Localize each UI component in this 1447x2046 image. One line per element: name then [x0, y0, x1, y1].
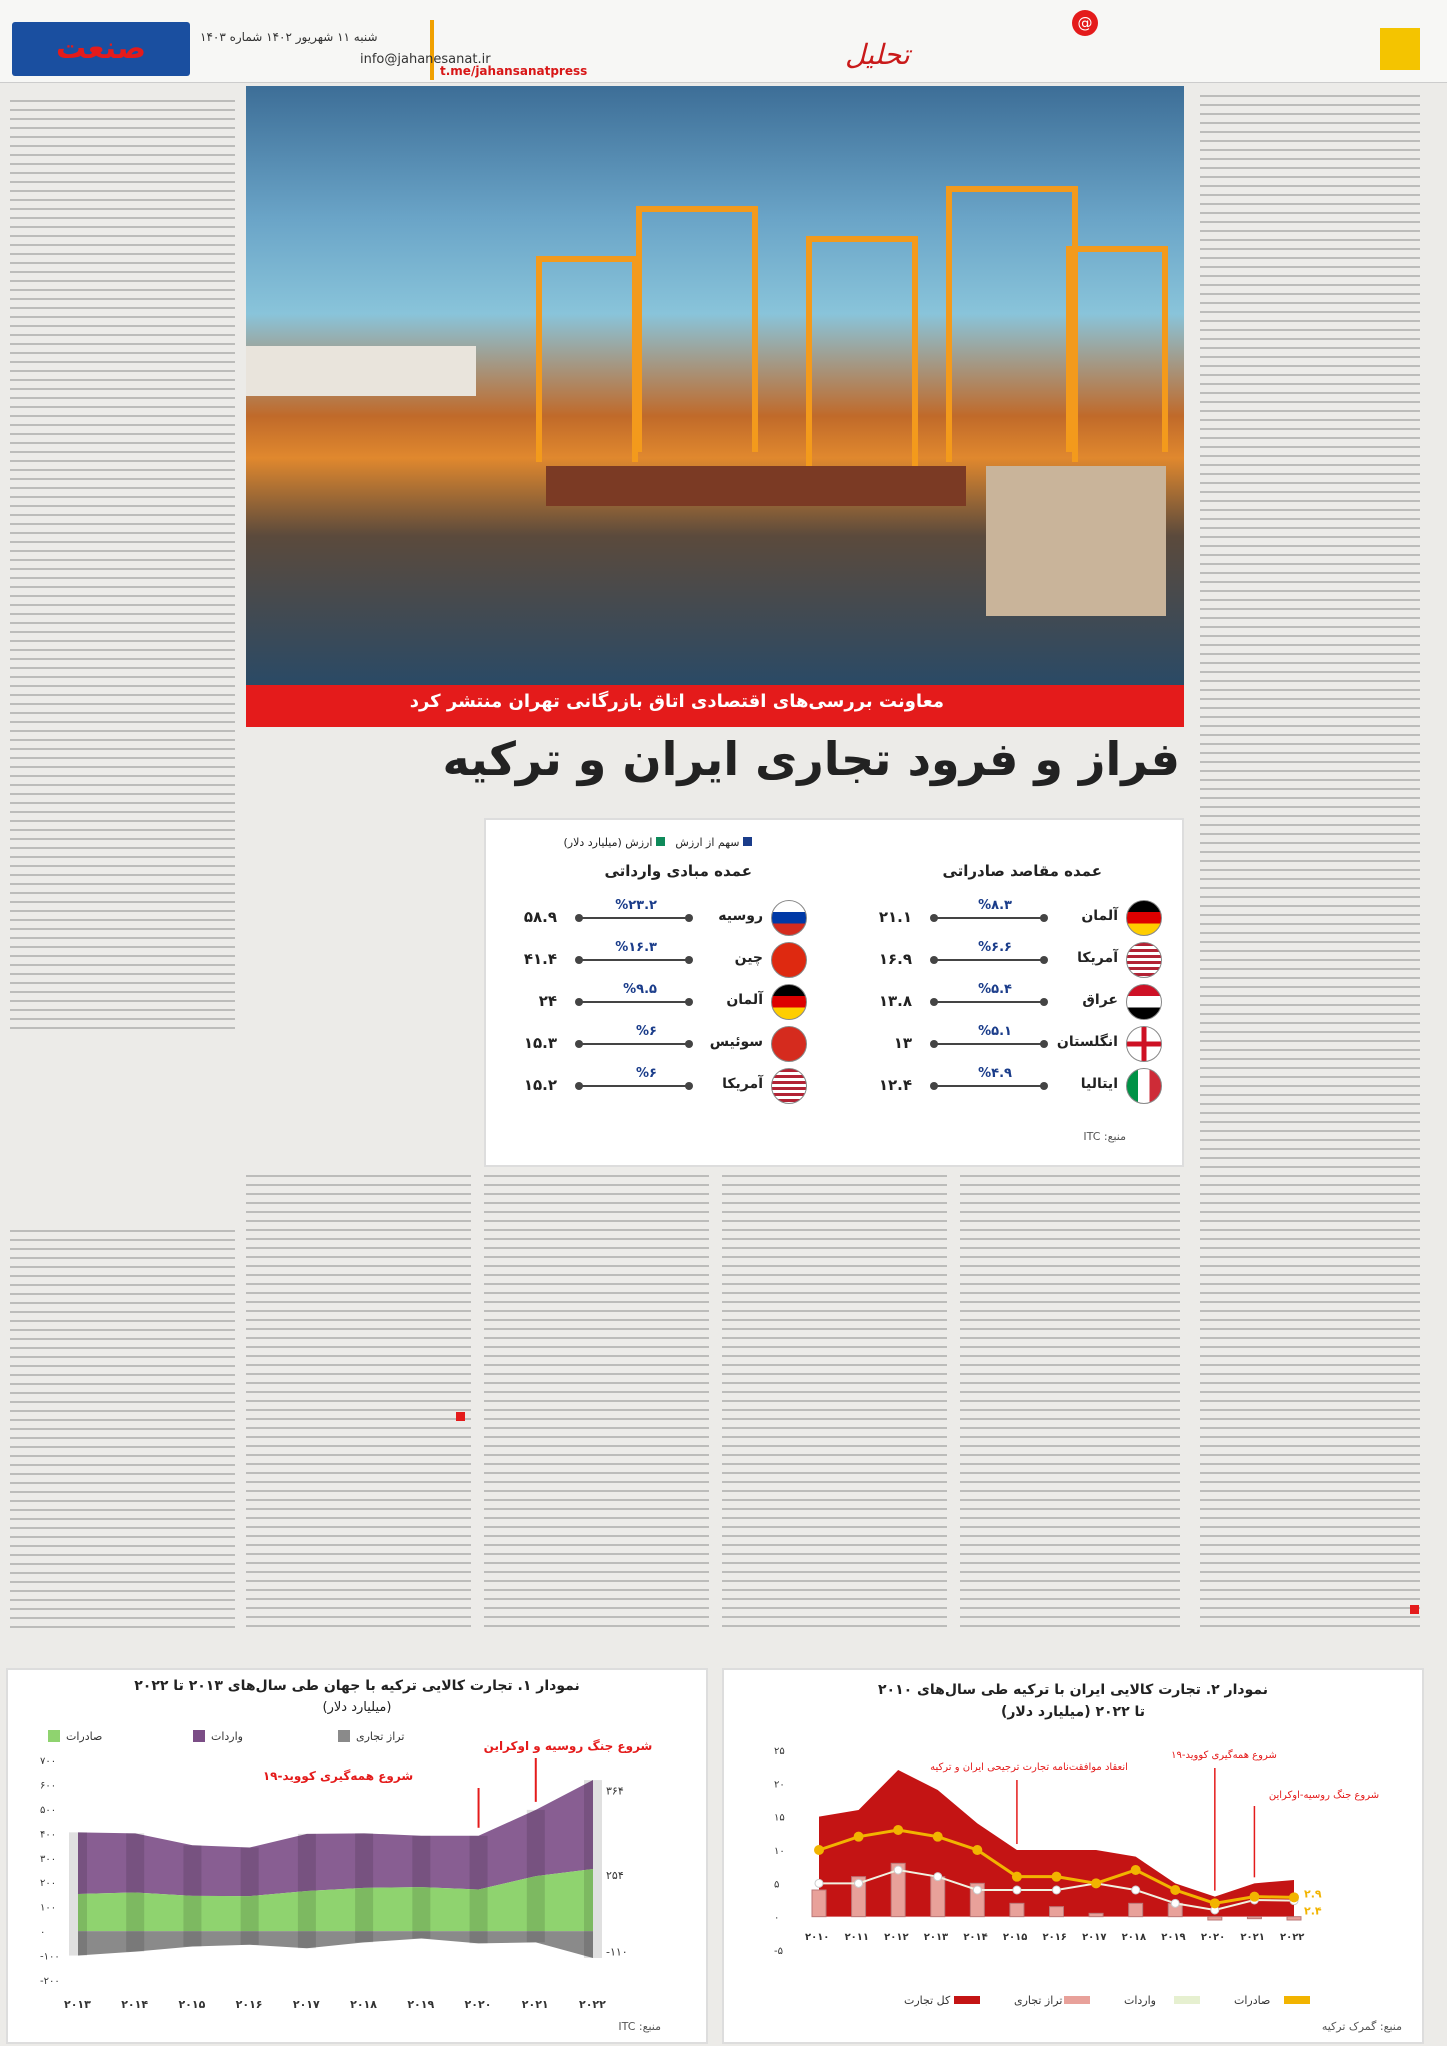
- partner-row: [842, 1068, 1162, 1102]
- partner-name: عراق: [1082, 992, 1118, 1008]
- section-label: تحلیل: [845, 38, 910, 71]
- y-tick-label: ۲۰: [774, 1779, 785, 1791]
- x-tick-label: ۲۰۲۰: [1200, 1932, 1226, 1943]
- y-tick-label: -۱۰۰: [40, 1951, 60, 1963]
- year-bar: [470, 1836, 488, 1944]
- x-tick-label: ۲۰۱۸: [350, 1998, 377, 2011]
- year-bar: [183, 1845, 201, 1946]
- balance-bar: [1287, 1917, 1301, 1920]
- y-tick-label: ۵: [774, 1879, 780, 1891]
- partner-share: %۱۶.۳: [615, 940, 657, 955]
- balance-bar: [1247, 1917, 1261, 1919]
- x-tick-label: ۲۰۱۳: [923, 1932, 949, 1943]
- chart2-svg: [724, 1670, 1422, 2042]
- balance-end-label: -۱۱۰: [606, 1945, 628, 1959]
- y-tick-label: ۰: [774, 1912, 780, 1924]
- x-tick-label: ۲۰۲۲: [579, 1998, 606, 2011]
- year-bar: [241, 1848, 259, 1945]
- chart1-svg: [8, 1670, 706, 2042]
- text-column-mid-1: [246, 1175, 471, 1630]
- imports-point: [1053, 1886, 1061, 1894]
- exports-point: [933, 1832, 943, 1842]
- exports-point: [1210, 1898, 1220, 1908]
- year-bar: [412, 1836, 430, 1939]
- exports-point: [893, 1825, 903, 1835]
- article-headline: فراز و فرود تجاری ایران و ترکیه: [442, 732, 1180, 786]
- legend-swatch: [193, 1730, 205, 1742]
- exports-point: [1249, 1892, 1259, 1902]
- y-tick-label: ۱۰۰: [40, 1902, 57, 1914]
- partner-share: %۹.۵: [623, 982, 657, 997]
- legend-swatch: [954, 1996, 980, 2004]
- partner-share: %۶.۶: [978, 940, 1012, 955]
- share-bar: [579, 1043, 689, 1045]
- end-mark: [456, 1412, 465, 1421]
- flag-icon-iq: [1126, 984, 1162, 1020]
- y-tick-label: ۲۵: [774, 1746, 785, 1757]
- contact-email[interactable]: info@jahanesanat.ir: [360, 52, 491, 67]
- imports-point: [894, 1866, 902, 1874]
- y-tick-label: ۲۰۰: [40, 1878, 57, 1890]
- flag-icon-it: [1126, 1068, 1162, 1104]
- x-tick-label: ۲۰۱۴: [121, 1998, 149, 2011]
- legend: [564, 836, 752, 849]
- partner-share: %۶: [636, 1066, 657, 1081]
- partner-name: آلمان: [726, 992, 763, 1008]
- partner-name: آمریکا: [1077, 950, 1118, 966]
- legend-swatch: [1284, 1996, 1310, 2004]
- page-number-badge: [1380, 28, 1420, 70]
- partner-name: ایتالیا: [1080, 1076, 1118, 1092]
- article-kicker: معاونت بررسی‌های اقتصادی اتاق بازرگانی تهران منتشر کرد: [409, 691, 944, 712]
- text-column-mid-4: [960, 1175, 1180, 1630]
- text-column-left-1: [10, 100, 235, 1030]
- year-bar: [126, 1833, 144, 1951]
- annotation-war: شروع جنگ روسیه و اوکراین: [483, 1739, 653, 1753]
- x-tick-label: ۲۰۲۲: [1280, 1932, 1305, 1943]
- share-bar: [579, 917, 689, 919]
- x-tick-label: ۲۰۲۱: [521, 1998, 549, 2011]
- imports-point: [855, 1879, 863, 1887]
- partner-value: ۱۵.۳: [523, 1034, 557, 1052]
- partner-share: %۲۳.۲: [615, 898, 657, 913]
- annotation-war: شروع جنگ روسیه-اوکراین: [1268, 1790, 1380, 1801]
- x-tick-label: ۲۰۱۶: [1042, 1932, 1067, 1943]
- legend-share: سهم از ارزش: [675, 836, 740, 849]
- partner-share: %۶: [636, 1024, 657, 1039]
- legend-label: واردات: [211, 1730, 243, 1743]
- x-tick-label: ۲۰۱۶: [235, 1998, 263, 2011]
- text-column-mid-2: [484, 1175, 709, 1630]
- legend-value: ارزش (میلیارد دلار): [563, 836, 653, 849]
- partner-value: ۴۱.۴: [523, 950, 557, 968]
- x-tick-label: ۲۰۱۷: [292, 1998, 320, 2011]
- partner-name: چین: [734, 950, 763, 966]
- year-bar: [355, 1833, 373, 1942]
- share-bar: [934, 1085, 1044, 1087]
- legend-swatch: [1064, 1996, 1090, 2004]
- partner-row: [842, 1026, 1162, 1060]
- legend-swatch: [48, 1730, 60, 1742]
- total-trade-area: [819, 1770, 1294, 1917]
- text-column-mid-3: [722, 1175, 947, 1630]
- x-tick-label: ۲۰۱۵: [178, 1998, 206, 2011]
- x-tick-label: ۲۰۱۰: [805, 1932, 830, 1943]
- y-tick-label: ۵۰۰: [40, 1804, 57, 1816]
- text-column-left-2: [10, 1230, 235, 1630]
- exports-end-label: ۲.۹: [1304, 1887, 1322, 1901]
- legend-swatch: [1174, 1996, 1200, 2004]
- partner-name: روسیه: [718, 908, 763, 924]
- x-tick-label: ۲۰۱۹: [1161, 1932, 1186, 1943]
- partner-value: ۲۴: [538, 992, 557, 1010]
- masthead-divider: [430, 20, 434, 80]
- year-bar: [298, 1834, 316, 1948]
- chart1-title: نمودار ۱. تجارت کالایی ترکیه با جهان طی سال‌های ۲۰۱۳ تا ۲۰۲۲: [134, 1678, 580, 1694]
- partner-value: ۲۱.۱: [878, 908, 912, 926]
- y-tick-label: -۲۰۰: [40, 1976, 60, 1987]
- balance-bar: [1010, 1903, 1024, 1916]
- balance-bar: [931, 1877, 945, 1917]
- x-tick-label: ۲۰۱۵: [1002, 1932, 1028, 1943]
- trade-partners-infobox: [484, 818, 1184, 1167]
- flag-icon-us: [1126, 942, 1162, 978]
- imports-point: [934, 1873, 942, 1881]
- port-photo: [246, 86, 1184, 686]
- legend-label: کل تجارت: [904, 1994, 951, 2007]
- partner-value: ۱۳: [893, 1034, 912, 1052]
- chart1-unit: (میلیارد دلار): [322, 1700, 392, 1715]
- imports-title: عمده مبادی وارداتی: [604, 862, 752, 880]
- mail-icon: @: [1072, 10, 1098, 36]
- exports-point: [1289, 1892, 1299, 1902]
- partner-row: [487, 984, 807, 1018]
- exports-title: عمده مقاصد صادراتی: [942, 862, 1102, 880]
- partner-name: انگلستان: [1056, 1034, 1118, 1050]
- y-tick-label: ۷۰۰: [40, 1756, 57, 1767]
- exports-end-label: ۲۵۴: [606, 1868, 624, 1882]
- partner-name: آلمان: [1081, 908, 1118, 924]
- partner-value: ۱۲.۴: [878, 1076, 912, 1094]
- chart2-title: نمودار ۲. تجارت کالایی ایران با ترکیه طی سال‌های ۲۰۱۰: [877, 1682, 1269, 1698]
- share-bar: [579, 1085, 689, 1087]
- y-tick-label: ۱۵: [774, 1812, 785, 1824]
- y-tick-label: ۰: [40, 1927, 46, 1939]
- share-bar: [934, 1001, 1044, 1003]
- partner-row: [487, 900, 807, 934]
- exports-point: [1012, 1872, 1022, 1882]
- balance-bar: [812, 1890, 826, 1917]
- partner-share: %۵.۱: [978, 1024, 1012, 1039]
- infobox-source: منبع: ITC: [1083, 1130, 1126, 1143]
- chart1-panel: [6, 1668, 708, 2044]
- flag-icon-en: [1126, 1026, 1162, 1062]
- exports-point: [1052, 1872, 1062, 1882]
- share-bar: [934, 917, 1044, 919]
- x-tick-label: ۲۰۱۳: [64, 1998, 91, 2011]
- imports-point: [815, 1879, 823, 1887]
- year-bar: [69, 1832, 87, 1955]
- telegram-link[interactable]: t.me/jahansanatpress: [440, 64, 588, 78]
- chart2-title2: تا ۲۰۲۲ (میلیارد دلار): [1000, 1704, 1146, 1720]
- end-mark: [1410, 1605, 1419, 1614]
- issue-line: شنبه ۱۱ شهریور ۱۴۰۲ شماره ۱۴۰۳: [200, 30, 378, 44]
- x-tick-label: ۲۰۱۲: [884, 1932, 909, 1943]
- imports-point: [973, 1886, 981, 1894]
- text-column-right: [1200, 95, 1420, 1630]
- share-bar: [579, 1001, 689, 1003]
- y-tick-label: ۱۰: [774, 1846, 785, 1857]
- partner-row: [842, 900, 1162, 934]
- flag-icon-us: [771, 1068, 807, 1104]
- year-bar: [527, 1810, 545, 1942]
- exports-point: [1091, 1878, 1101, 1888]
- balance-area: [78, 1931, 593, 1958]
- legend-label: صادرات: [66, 1730, 103, 1743]
- y-tick-label: -۵: [774, 1946, 783, 1957]
- imports-point: [1013, 1886, 1021, 1894]
- partner-name: سوئیس: [709, 1034, 763, 1050]
- imports-point: [1132, 1886, 1140, 1894]
- imports-point: [1171, 1899, 1179, 1907]
- x-tick-label: ۲۰۱۸: [1121, 1932, 1147, 1943]
- exports-point: [1131, 1865, 1141, 1875]
- partner-row: [487, 1068, 807, 1102]
- partner-row: [842, 942, 1162, 976]
- partner-share: %۴.۹: [978, 1066, 1012, 1081]
- partner-row: [487, 1026, 807, 1060]
- annotation-agreement: انعقاد موافقت‌نامه تجارت ترجیحی ایران و ترکیه: [930, 1762, 1128, 1773]
- y-tick-label: ۴۰۰: [40, 1829, 57, 1841]
- share-bar: [934, 959, 1044, 961]
- imports-end-label: ۲.۴: [1304, 1904, 1322, 1918]
- y-tick-label: ۶۰۰: [40, 1780, 57, 1792]
- legend-swatch: [338, 1730, 350, 1742]
- flag-icon-ch: [771, 1026, 807, 1062]
- partner-row: [842, 984, 1162, 1018]
- balance-bar: [1208, 1917, 1222, 1920]
- legend-label: واردات: [1124, 1994, 1156, 2007]
- annotation-covid: شروع همه‌گیری کووید-۱۹: [1171, 1750, 1277, 1761]
- flag-icon-cn: [771, 942, 807, 978]
- imports-end-label: ۳۶۴: [606, 1784, 624, 1798]
- y-tick-label: ۳۰۰: [40, 1853, 57, 1865]
- flag-icon-de: [771, 984, 807, 1020]
- annotation-covid: شروع همه‌گیری کووید-۱۹: [262, 1769, 414, 1783]
- partner-value: ۵۸.۹: [523, 908, 557, 926]
- exports-point: [854, 1832, 864, 1842]
- partner-name: آمریکا: [722, 1076, 763, 1092]
- balance-bar: [1089, 1913, 1103, 1916]
- partner-value: ۱۵.۲: [523, 1076, 557, 1094]
- chart2-panel: [722, 1668, 1424, 2044]
- x-tick-label: ۲۰۲۱: [1240, 1932, 1265, 1943]
- share-bar: [934, 1043, 1044, 1045]
- exports-point: [1170, 1885, 1180, 1895]
- partner-value: ۱۳.۸: [878, 992, 912, 1010]
- share-bar: [579, 959, 689, 961]
- balance-bar: [1050, 1907, 1064, 1917]
- flag-icon-de: [1126, 900, 1162, 936]
- year-bar: [584, 1780, 602, 1958]
- partner-row: [487, 942, 807, 976]
- partner-share: %۸.۳: [978, 898, 1012, 913]
- newspaper-logo[interactable]: صنعت: [12, 22, 190, 76]
- chart1-source: منبع: ITC: [618, 2020, 661, 2033]
- x-tick-label: ۲۰۱۴: [963, 1932, 988, 1943]
- flag-icon-ru: [771, 900, 807, 936]
- legend-label: تراز تجاری: [356, 1730, 405, 1743]
- exports-point: [972, 1845, 982, 1855]
- x-tick-label: ۲۰۱۷: [1082, 1932, 1107, 1943]
- partner-value: ۱۶.۹: [878, 950, 912, 968]
- balance-bar: [1129, 1903, 1143, 1916]
- exports-point: [814, 1845, 824, 1855]
- imports-area: [78, 1780, 593, 1896]
- legend-label: صادرات: [1234, 1994, 1271, 2007]
- chart2-source: منبع: گمرک ترکیه: [1321, 2020, 1402, 2033]
- partner-share: %۵.۴: [978, 982, 1012, 997]
- x-tick-label: ۲۰۱۱: [844, 1932, 870, 1943]
- x-tick-label: ۲۰۲۰: [464, 1998, 492, 2011]
- legend-label: تراز تجاری: [1014, 1994, 1063, 2007]
- article-kicker-bar: [246, 685, 1184, 727]
- x-tick-label: ۲۰۱۹: [407, 1998, 435, 2011]
